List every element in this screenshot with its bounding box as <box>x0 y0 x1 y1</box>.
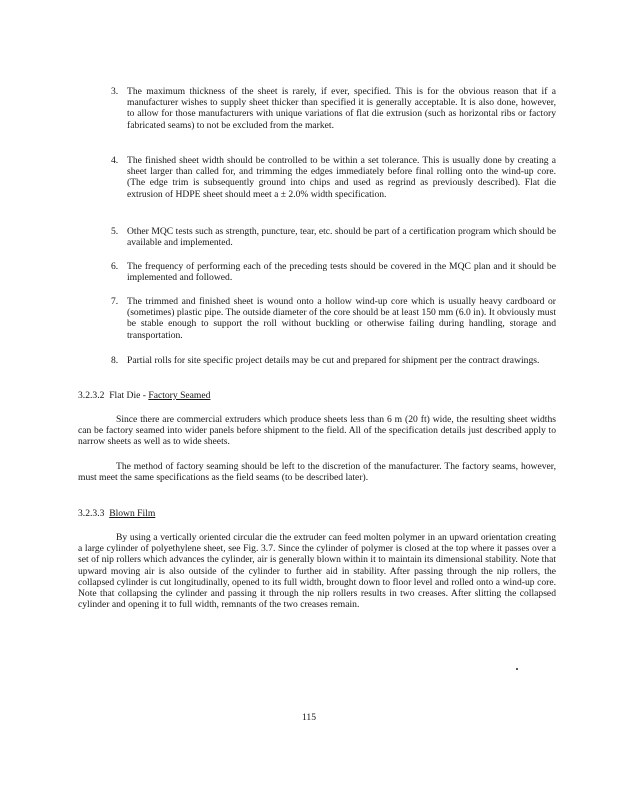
section-number: 3.2.3.2 <box>78 390 105 401</box>
list-item-number: 4. <box>111 155 119 166</box>
list-item-text: The trimmed and finished sheet is wound onto a hollow wind-up core which is usually heavy cardboard or (sometimes) plastic pipe. The outside diameter of the core should be at least 150 mm (6.0 in). It obviously must be stable enough to support the roll without buckling or otherwise failing during handling, storage and transportation. <box>127 296 556 341</box>
list-item-5 <box>111 226 556 248</box>
section-number: 3.2.3.3 <box>78 508 105 519</box>
list-item-number: 5. <box>111 226 119 237</box>
list-item-text: Partial rolls for site specific project details may be cut and prepared for shipment per the contract drawings. <box>127 355 540 366</box>
section-heading-blown-film <box>78 508 155 519</box>
list-item-8 <box>111 355 556 366</box>
list-item-number: 6. <box>111 261 119 272</box>
paragraph-text: Since there are commercial extruders which produce sheets less than 6 m (20 ft) wide, the resulting sheet widths can be factory seamed into wider panels before shipment to the field. All of the specification details just described apply to narrow sheets as well as to wide sheets. <box>78 414 556 448</box>
list-item-number: 3. <box>111 86 119 97</box>
list-item-number: 8. <box>111 355 119 366</box>
list-item-text: The finished sheet width should be controlled to be within a set tolerance. This is usually done by creating a sheet larger than called for, and trimming the edges immediately before final rolling onto the wind-up core. (The edge trim is subsequently ground into chips and used as regrind as previously described). Flat die extrusion of HDPE sheet should meet a ± 2.0% width specification. <box>127 155 556 200</box>
paragraph-factory-2 <box>78 461 556 483</box>
list-item-4 <box>111 155 556 200</box>
paragraph-text: The method of factory seaming should be left to the discretion of the manufacturer. The factory seams, however, must meet the same specifications as the field seams (to be described later). <box>78 461 556 484</box>
list-item-number: 7. <box>111 296 119 307</box>
section-title-underlined: Blown Film <box>109 508 156 519</box>
list-item-7 <box>111 296 556 341</box>
section-title-prefix: Flat Die - <box>109 390 149 401</box>
list-item-text: The maximum thickness of the sheet is rarely, if ever, specified. This is for the obvious reason that if a manufacturer wishes to supply sheet thicker than specified it is generally acceptable. It is also done, however, to allow for those manufacturers with unique variations of flat die extrusion (such as horizontal ribs or factory fabricated seams) to not be excluded from the market. <box>127 86 556 131</box>
list-item-6 <box>111 261 556 283</box>
paragraph-blown-1 <box>78 532 556 610</box>
page-number: 115 <box>301 712 317 723</box>
scan-speck <box>516 668 518 670</box>
list-item-3 <box>111 86 556 131</box>
list-item-text: Other MQC tests such as strength, puncture, tear, etc. should be part of a certification program which should be available and implemented. <box>127 226 556 249</box>
section-title-underlined: Factory Seamed <box>148 390 211 401</box>
paragraph-factory-1 <box>78 414 556 448</box>
paragraph-text: By using a vertically oriented circular die the extruder can feed molten polymer in an upward orientation creating a large cylinder of polyethylene sheet, see Fig. 3.7. Since the cylinder of polymer is closed at the top where it passes over a set of nip rollers which advances the cylinder, air is generally blown within it to maintain its dimensional stability. Note that upward moving air is also outside of the cylinder to further aid in stability. After passing through the nip rollers, the collapsed cylinder is cut longitudinally, opened to its full width, brought down to floor level and rolled onto a wind-up core. Note that collapsing the cylinder and passing it through the nip rollers results in two creases. After slitting the collapsed cylinder and opening it to full width, remnants of the two creases remain. <box>78 532 556 611</box>
section-heading-factory-seamed <box>78 390 210 401</box>
list-item-text: The frequency of performing each of the preceding tests should be covered in the MQC plan and it should be implemented and followed. <box>127 261 556 284</box>
